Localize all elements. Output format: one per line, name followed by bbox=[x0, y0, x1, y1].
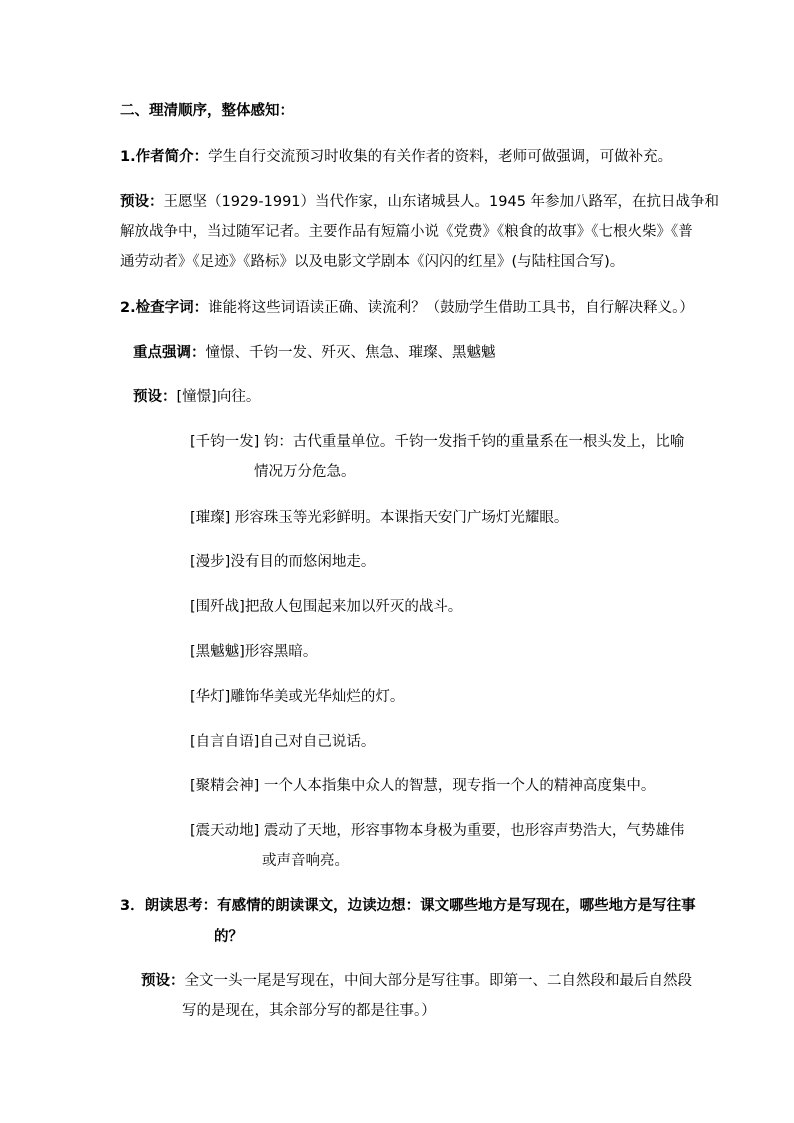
preset-label: 预设： bbox=[120, 194, 164, 210]
preset-author-line3: 通劳动者》《足迹》《路标》以及电影文学剧本《闪闪的红星》(与陆柱国合写)。 bbox=[120, 254, 625, 270]
def-heixuxu: [黑魆魆]形容黑暗。 bbox=[190, 644, 318, 660]
def-zhentiandongdi-line2: 或声音响亮。 bbox=[262, 853, 349, 869]
author-intro bbox=[120, 147, 672, 167]
def-zhentiandongdi-line1: [震天动地] 震动了天地，形容事物本身极为重要，也形容声势浩大，气势雄伟 bbox=[190, 823, 685, 839]
def-cuican: [璀璨] 形容珠玉等光彩鲜明。本课指天安门广场灯光耀眼。 bbox=[190, 510, 569, 526]
preset-label: 预设： bbox=[141, 973, 185, 989]
preset-author-line2: 解放战争中，当过随军记者。主要作品有短篇小说《党费》《粮食的故事》《七根火柴》《普 bbox=[120, 224, 693, 240]
preset-words bbox=[133, 387, 260, 407]
check-words-label: 2.检查字词： bbox=[120, 300, 209, 316]
def-jujinghuishen: [聚精会神] 一个人本指集中众人的智慧，现专指一个人的精神高度集中。 bbox=[190, 778, 656, 794]
preset-reading-line1 bbox=[141, 971, 692, 991]
key-points-label: 重点强调： bbox=[133, 345, 206, 361]
check-words bbox=[120, 298, 694, 318]
author-intro-text: 学生自行交流预习时收集的有关作者的资料，老师可做强调，可做补充。 bbox=[208, 149, 673, 165]
reading-question-line2: 的？ bbox=[214, 929, 243, 945]
def-huadeng: [华灯]雕饰华美或光华灿烂的灯。 bbox=[190, 689, 405, 705]
preset-reading-line2: 写的是现在，其余部分写的都是往事。） bbox=[182, 1003, 436, 1019]
def-ziyanziyu: [自言自语]自己对自己说话。 bbox=[190, 734, 376, 750]
def-manbu: [漫步]没有目的而悠闲地走。 bbox=[190, 554, 376, 570]
section-heading: 二、理清顺序，整体感知： bbox=[120, 103, 294, 119]
reading-question-line1: 3．朗读思考：有感情的朗读课文，边读边想：课文哪些地方是写现在，哪些地方是写往事 bbox=[120, 898, 696, 914]
key-points bbox=[133, 343, 496, 363]
preset-text: 全文一头一尾是写现在，中间大部分是写往事。即第一、二自然段和最后自然段 bbox=[184, 973, 692, 989]
preset-author-line1 bbox=[120, 192, 719, 212]
preset-text: 王愿坚（1929-1991）当代作家，山东诸城县人。1945 年参加八路军，在抗日战争和 bbox=[163, 194, 720, 210]
key-points-text: 憧憬、千钧一发、歼灭、焦急、璀璨、黑魆魆 bbox=[205, 345, 496, 361]
def-qianjun-line1: [千钧一发] 钧：古代重量单位。千钧一发指千钧的重量系在一根头发上，比喻 bbox=[190, 434, 685, 450]
def-qianjun-line2: 情况万分危急。 bbox=[254, 464, 356, 480]
author-intro-label: 1.作者简介： bbox=[120, 149, 209, 165]
preset-text: [憧憬]向往。 bbox=[176, 389, 261, 405]
preset-label: 预设： bbox=[133, 389, 177, 405]
def-weijianzhan: [围歼战]把敌人包围起来加以歼灭的战斗。 bbox=[190, 599, 463, 615]
check-words-text: 谁能将这些词语读正确、读流利？（鼓励学生借助工具书，自行解决释义。） bbox=[208, 300, 694, 316]
